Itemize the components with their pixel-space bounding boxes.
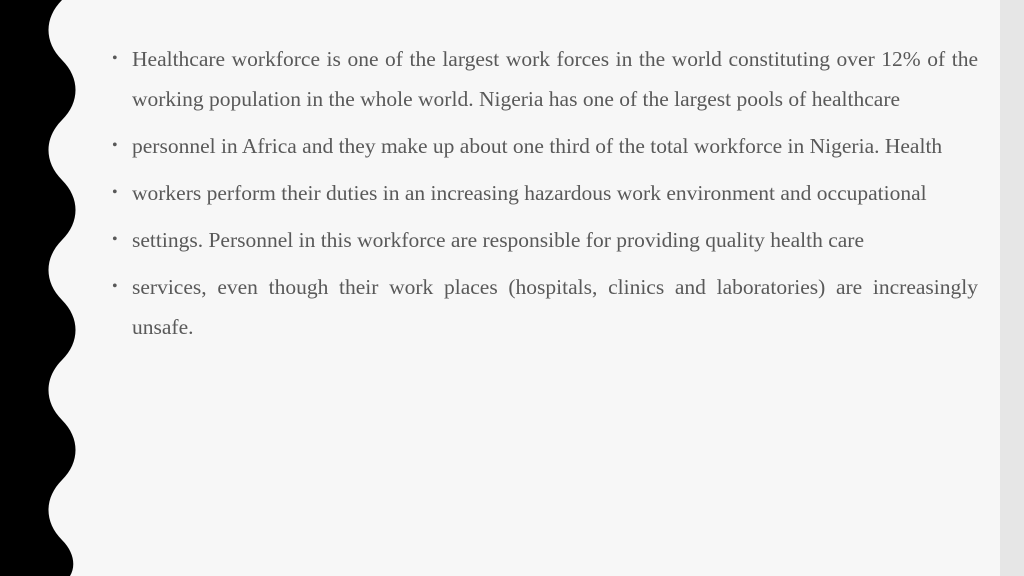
bullet-item — [112, 267, 978, 347]
bullet-dot-icon: • — [112, 231, 118, 248]
bullet-text: workers perform their duties in an increasing hazardous work environment and occupational — [132, 181, 927, 205]
bullet-dot-icon: • — [112, 50, 118, 67]
bullet-text: Healthcare workforce is one of the largest work forces in the world constituting over 12% of the working population in the whole world. Nigeria has one of the largest pools of healthcare — [132, 47, 978, 111]
bullet-dot-icon: • — [112, 184, 118, 201]
bullet-item — [112, 173, 978, 213]
bullet-dot-icon: • — [112, 278, 118, 295]
bullet-item — [112, 220, 978, 260]
bullet-text: services, even though their work places (hospitals, clinics and laboratories) are increasingly unsafe. — [132, 275, 978, 339]
bullet-text: settings. Personnel in this workforce are responsible for providing quality health care — [132, 228, 864, 252]
right-edge-bar — [1000, 0, 1024, 576]
bullet-text: personnel in Africa and they make up about one third of the total workforce in Nigeria. Health — [132, 134, 943, 158]
bullet-dot-icon: • — [112, 137, 118, 154]
wave-shape — [0, 0, 76, 576]
bullet-list-container — [112, 39, 978, 354]
bullet-item — [112, 126, 978, 166]
bullet-item — [112, 39, 978, 119]
bullet-list — [112, 39, 978, 347]
left-wave-decoration — [0, 0, 82, 576]
